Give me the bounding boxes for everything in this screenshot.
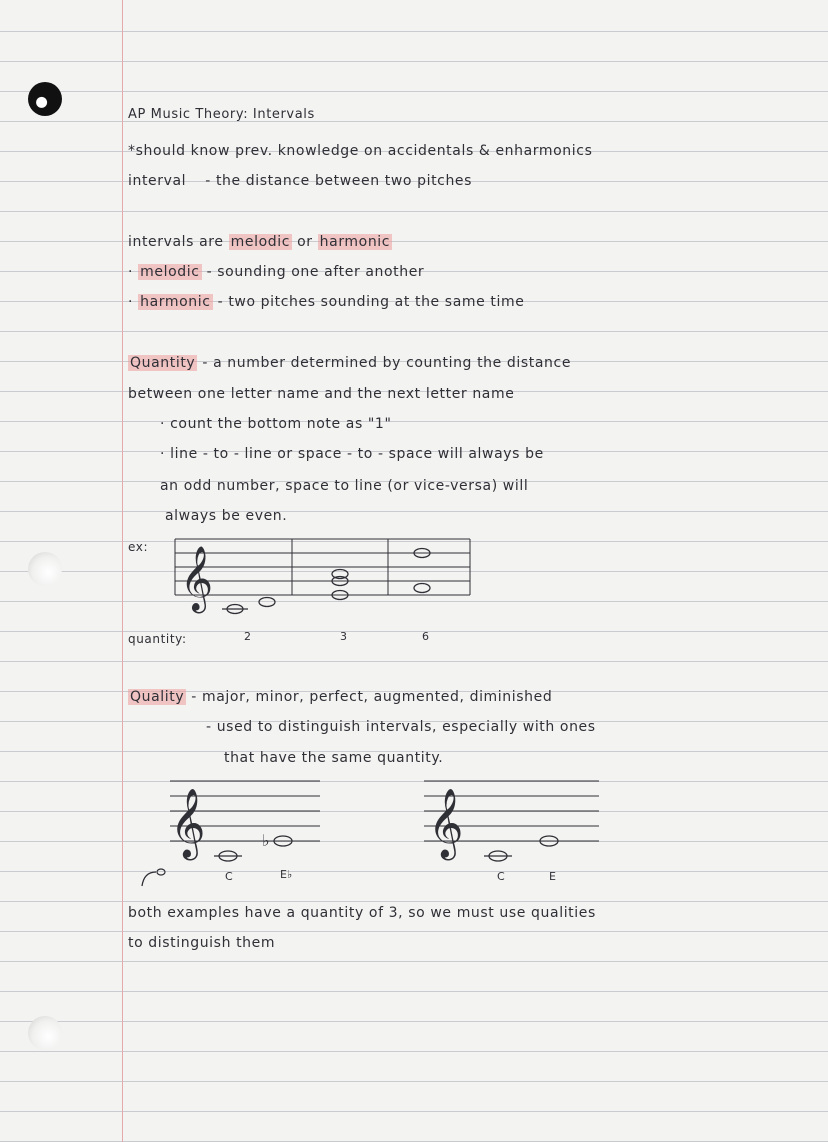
quality-ex1-note-1: C bbox=[225, 870, 233, 883]
types-intro-prefix: intervals are bbox=[128, 234, 224, 250]
binder-hole bbox=[28, 82, 62, 116]
quality-def-line3: that have the same quantity. bbox=[224, 750, 444, 766]
types-intro bbox=[128, 234, 392, 250]
quantity-definition bbox=[128, 355, 571, 371]
example-label: ex: bbox=[128, 540, 149, 554]
binder-hole bbox=[28, 1016, 62, 1050]
melodic-bullet bbox=[128, 264, 424, 280]
types-or: or bbox=[297, 234, 313, 250]
bullet-dot: · bbox=[128, 264, 134, 280]
treble-clef-icon: 𝄞 bbox=[428, 788, 464, 858]
quality-staff-2 bbox=[424, 775, 599, 875]
conclusion-line-1: both examples have a quantity of 3, so we must use qualities bbox=[128, 905, 596, 921]
bullet-dot: · bbox=[160, 446, 166, 462]
highlight-harmonic: harmonic bbox=[319, 234, 391, 250]
melodic-definition: - sounding one after another bbox=[206, 264, 425, 280]
note-head bbox=[414, 584, 430, 593]
quantity-staff bbox=[170, 535, 470, 625]
note-head bbox=[332, 570, 348, 579]
harmonic-definition: - two pitches sounding at the same time bbox=[217, 294, 525, 310]
quality-def-line2: - used to distinguish intervals, especially with ones bbox=[206, 719, 596, 735]
note-head bbox=[259, 598, 275, 607]
bullet-dot: · bbox=[160, 416, 166, 432]
quantity-row-label: quantity: bbox=[128, 632, 187, 646]
quality-ex2-note-1: C bbox=[497, 870, 505, 883]
quality-def-line1: - major, minor, perfect, augmented, diminished bbox=[191, 689, 553, 705]
quantity-term: Quantity bbox=[130, 355, 196, 371]
bullet-dot: · bbox=[128, 294, 134, 310]
treble-clef-icon: 𝄞 bbox=[170, 788, 206, 858]
quantity-bullet-1 bbox=[160, 416, 391, 432]
binder-hole bbox=[28, 552, 62, 586]
quantity-bullet-2-text: line - to - line or space - to - space will always be bbox=[170, 446, 544, 462]
melodic-term: melodic bbox=[140, 264, 200, 280]
definition-line bbox=[128, 173, 472, 189]
harmonic-bullet bbox=[128, 294, 524, 310]
harmonic-term: harmonic bbox=[140, 294, 211, 310]
quantity-value-2: 3 bbox=[340, 630, 347, 643]
quality-ex1-note-2: E♭ bbox=[280, 868, 293, 881]
quantity-value-1: 2 bbox=[244, 630, 251, 643]
flat-sign-icon: ♭ bbox=[262, 831, 270, 850]
quantity-def-line2: between one letter name and the next letter name bbox=[128, 386, 515, 402]
curved-arrow-icon bbox=[140, 866, 170, 888]
quantity-value-3: 6 bbox=[422, 630, 429, 643]
quantity-bullet-2-end: always be even. bbox=[165, 508, 288, 524]
margin-line bbox=[122, 0, 123, 1142]
quantity-bullet-2-cont: an odd number, space to line (or vice-versa) will bbox=[160, 478, 529, 494]
quantity-bullet-1-text: count the bottom note as "1" bbox=[170, 416, 392, 432]
definition-text: - the distance between two pitches bbox=[205, 173, 473, 189]
quality-term: Quality bbox=[130, 689, 185, 705]
quantity-def-line1: - a number determined by counting the distance bbox=[202, 355, 572, 371]
quantity-bullet-2 bbox=[160, 446, 544, 462]
treble-clef-icon: 𝄞 bbox=[180, 546, 214, 611]
quality-ex2-note-2: E bbox=[549, 870, 556, 883]
prereq-note: *should know prev. knowledge on accidentals & enharmonics bbox=[128, 143, 593, 159]
highlight-melodic: melodic bbox=[230, 234, 291, 250]
quality-staff-1 bbox=[170, 775, 320, 875]
quality-definition bbox=[128, 689, 552, 705]
page-title: AP Music Theory: Intervals bbox=[128, 107, 315, 122]
conclusion-line-2: to distinguish them bbox=[128, 935, 276, 951]
definition-term: interval bbox=[128, 173, 187, 189]
